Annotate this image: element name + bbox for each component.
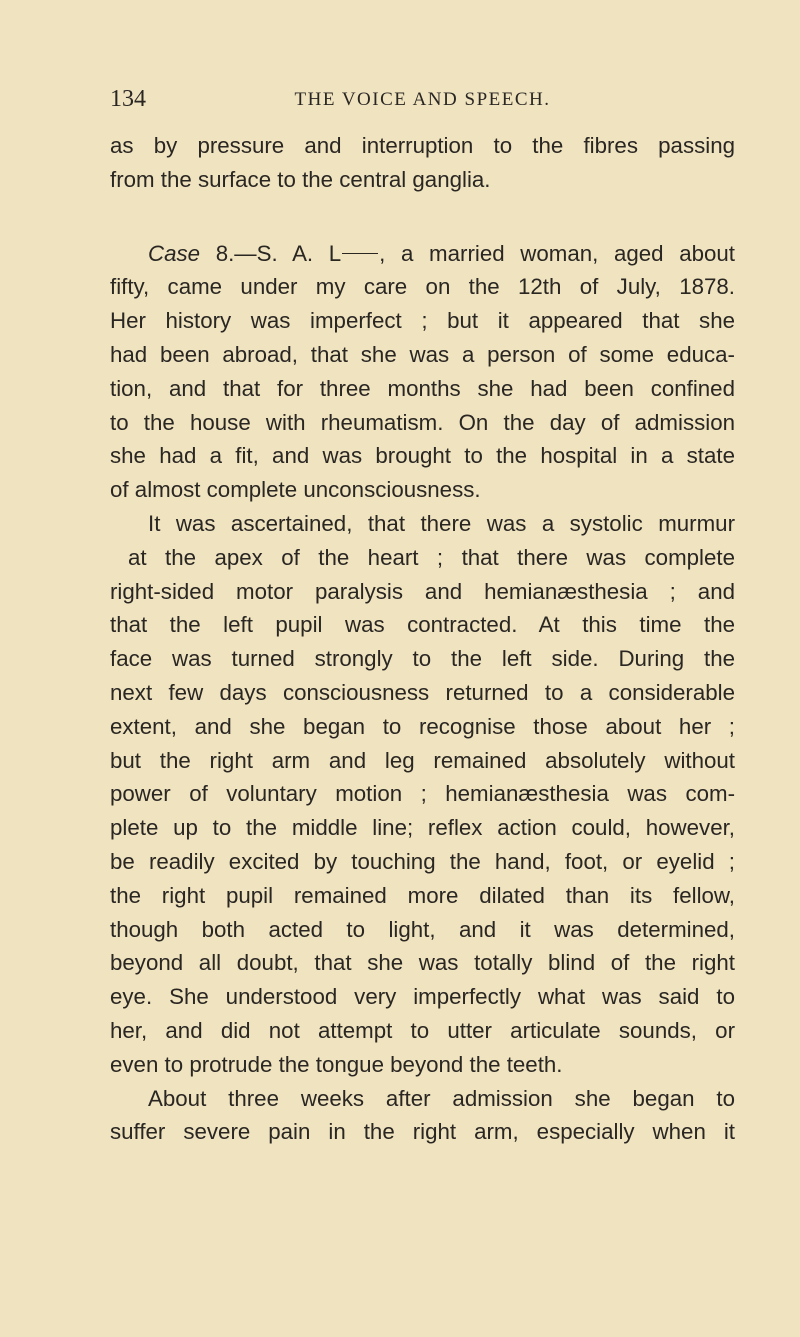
text-line: face was turned strongly to the left side. During the <box>110 646 735 672</box>
text-line: to the house with rheumatism. On the day of admission <box>110 409 735 435</box>
text-line: suffer severe pain in the right arm, especially when it <box>110 1119 735 1145</box>
text-line: the right pupil remained more dilated than its fellow, <box>110 882 735 908</box>
text-line: of almost complete unconsciousness. <box>110 477 481 503</box>
text-line: tion, and that for three months she had been confined <box>110 375 735 401</box>
text-line: her, and did not attempt to utter articulate sounds, or <box>110 1017 735 1043</box>
paragraph-gap <box>110 197 735 237</box>
page-number: 134 <box>110 86 146 112</box>
case-intro: , a married woman, aged about <box>379 240 735 266</box>
text-line: extent, and she began to recognise those about her ; <box>110 713 735 739</box>
text-line: even to protrude the tongue beyond the teeth. <box>110 1051 563 1077</box>
case-number: 8.—S. A. L <box>200 240 342 266</box>
text-line: plete up to the middle line; reflex action could, however, <box>110 815 735 841</box>
text-line: from the surface to the central ganglia. <box>110 166 491 192</box>
text-line: beyond all doubt, that she was totally blind of the right <box>110 950 735 976</box>
text-line: right-sided motor paralysis and hemianæsthesia ; and <box>110 578 735 604</box>
case-heading-line <box>110 237 735 271</box>
text-line: though both acted to light, and it was determined, <box>110 916 735 942</box>
text-line: she had a fit, and was brought to the hospital in a state <box>110 443 735 469</box>
running-title: THE VOICE AND SPEECH. <box>294 89 551 110</box>
text-line: at the apex of the heart ; that there was complete <box>128 544 735 570</box>
text-line: as by pressure and interruption to the fibres passing <box>110 133 735 158</box>
text-line: that the left pupil was contracted. At this time the <box>110 612 735 638</box>
text-line: Her history was imperfect ; but it appeared that she <box>110 308 735 334</box>
text-line: power of voluntary motion ; hemianæsthesia was com- <box>110 781 735 807</box>
text-line: next few days consciousness returned to a considerable <box>110 679 735 705</box>
text-line: It was ascertained, that there was a systolic murmur <box>148 510 735 536</box>
page-body <box>110 129 735 1149</box>
text-line: About three weeks after admission she began to <box>148 1085 735 1111</box>
text-line: be readily excited by touching the hand, foot, or eyelid ; <box>110 848 735 874</box>
name-dash <box>342 253 378 254</box>
text-line: but the right arm and leg remained absolutely without <box>110 747 735 773</box>
running-header <box>110 86 735 122</box>
text-line: had been abroad, that she was a person of some educa- <box>110 341 735 367</box>
text-line: fifty, came under my care on the 12th of July, 1878. <box>110 274 735 300</box>
case-label: Case <box>148 240 201 266</box>
text-line: eye. She understood very imperfectly what was said to <box>110 984 735 1010</box>
